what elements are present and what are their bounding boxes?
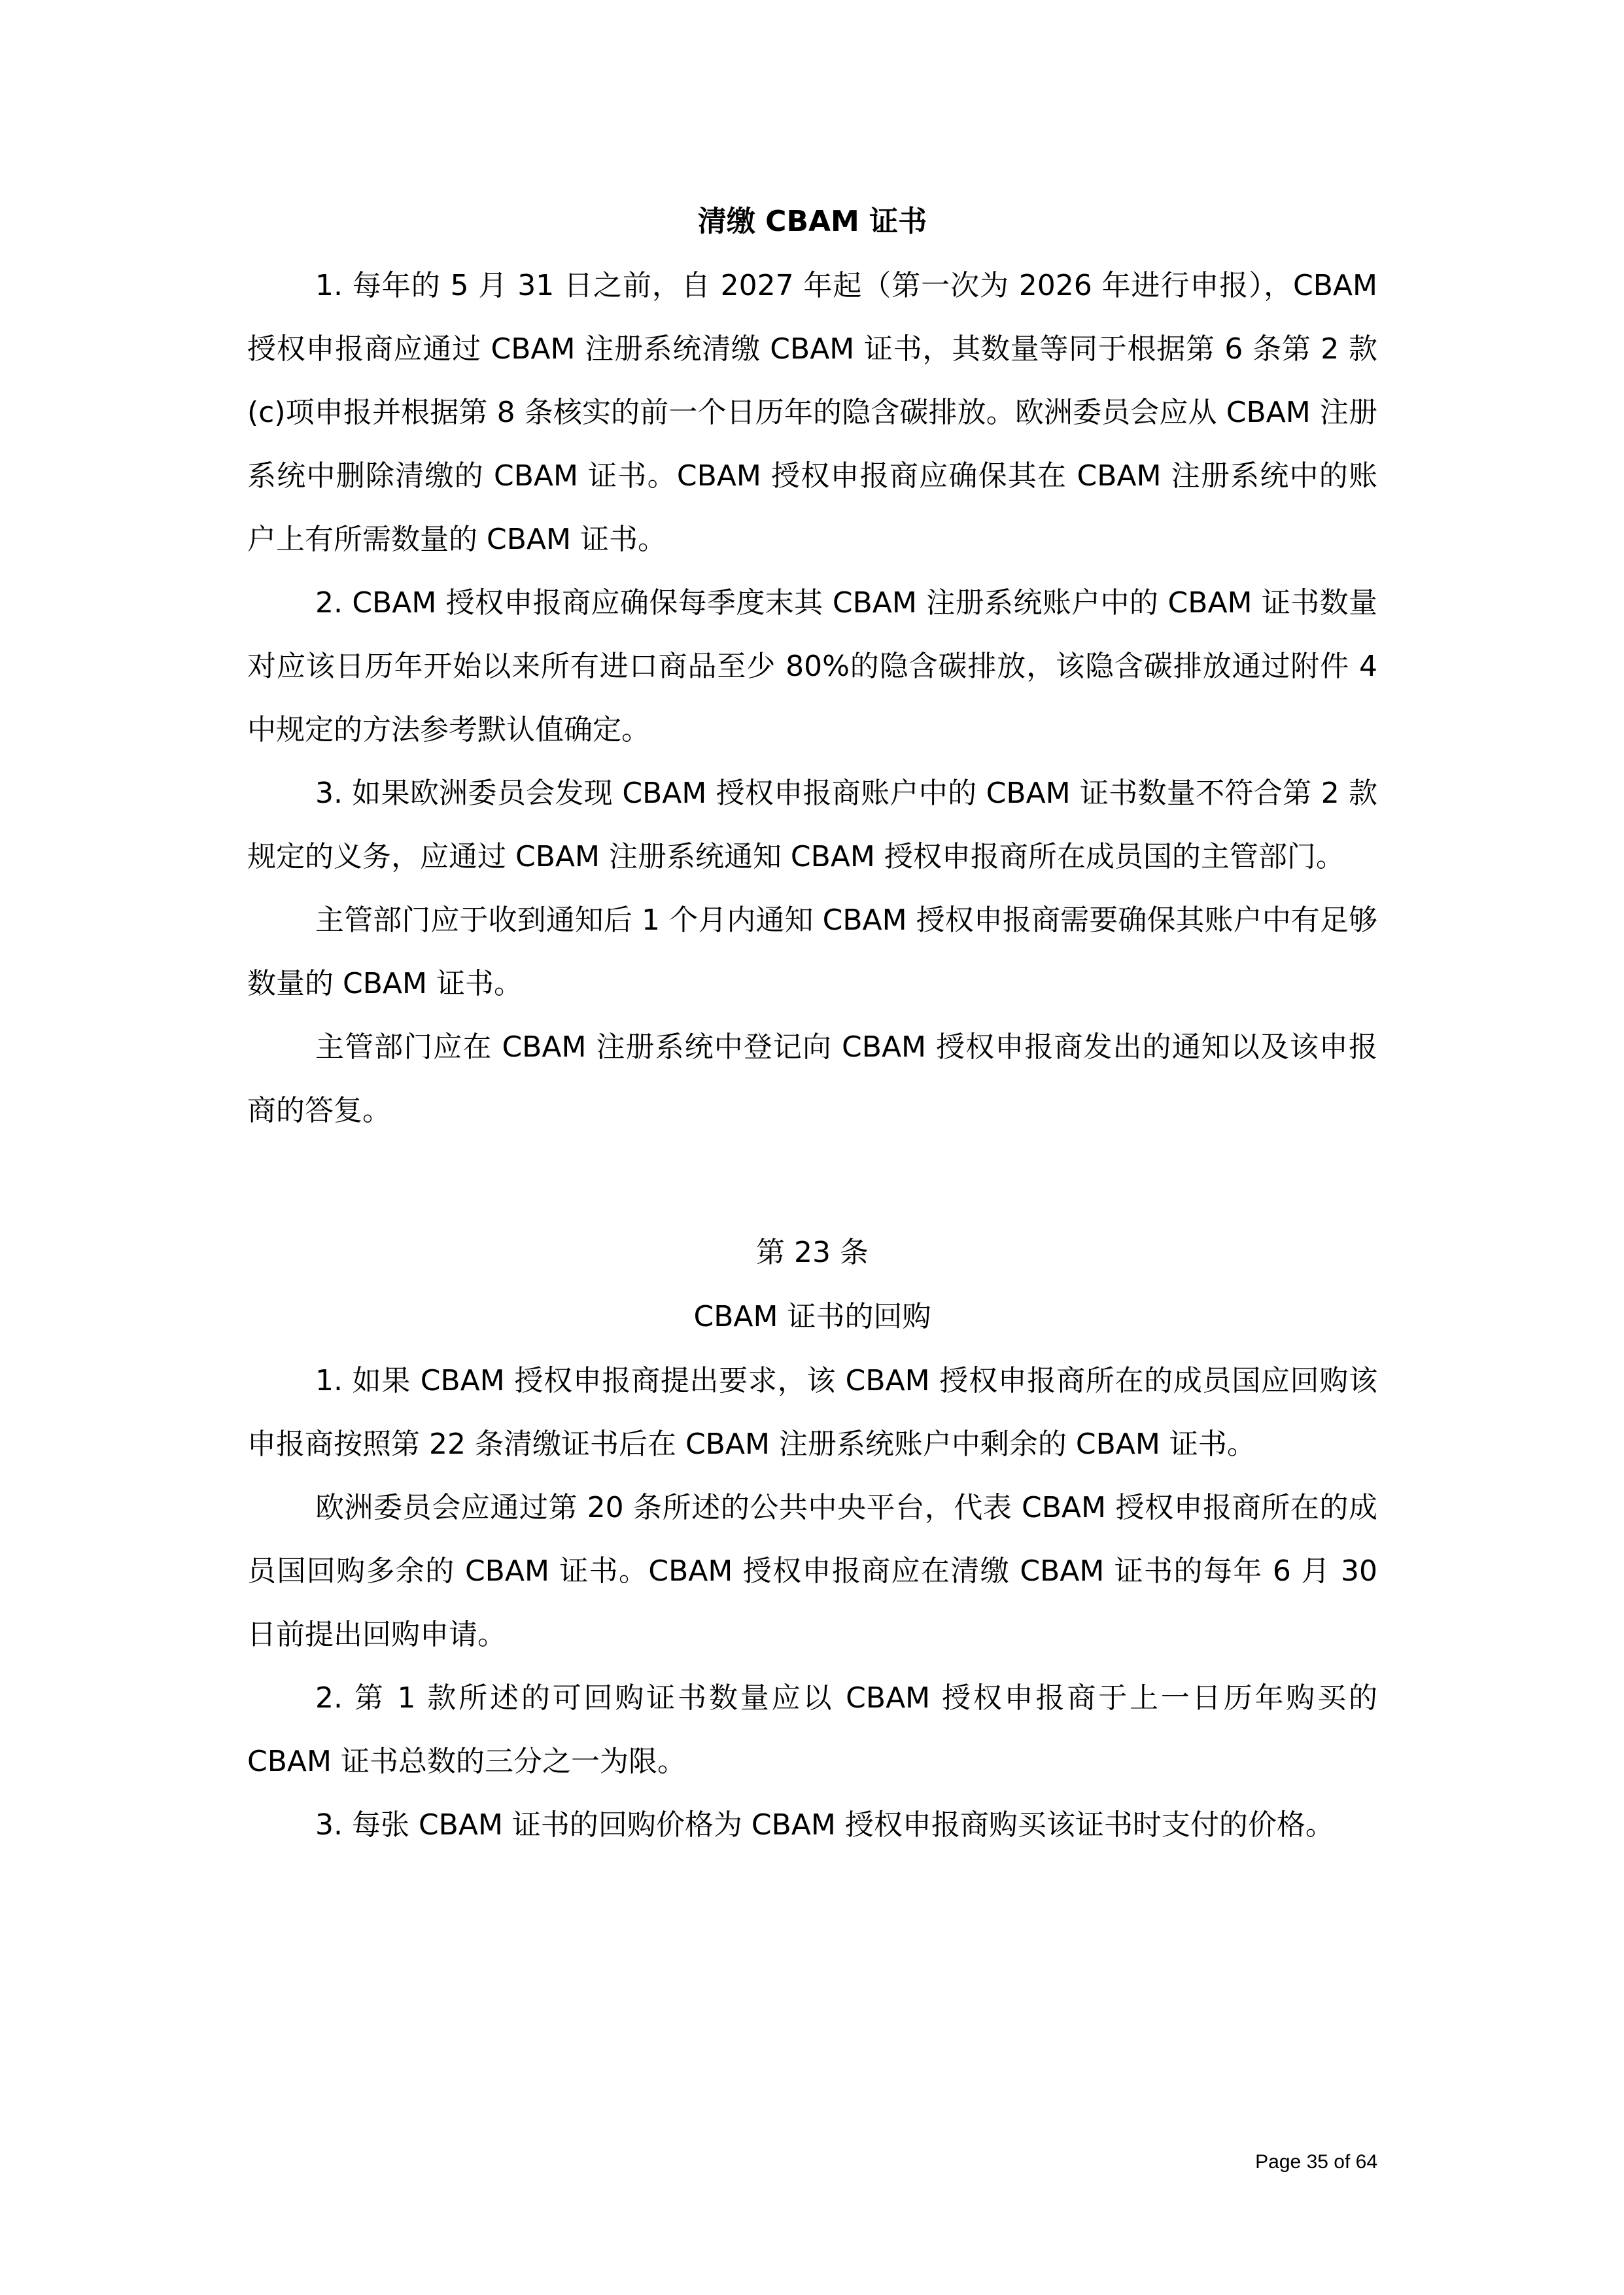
paragraph: 3. 如果欧洲委员会发现 CBAM 授权申报商账户中的 CBAM 证书数量不符合第 2 款规定的义务，应通过 CBAM 注册系统通知 CBAM 授权申报商所在成员国的主管部门。 [247, 777, 1377, 873]
article-number: 第 23 条 [756, 1236, 869, 1269]
paragraph: 1. 如果 CBAM 授权申报商提出要求，该 CBAM 授权申报商所在的成员国应回购该申报商按照第 22 条清缴证书后在 CBAM 注册系统账户中剩余的 CBAM 证书。 [247, 1364, 1377, 1461]
paragraph: 1. 每年的 5 月 31 日之前，自 2027 年起（第一次为 2026 年进行申报），CBAM 授权申报商应通过 CBAM 注册系统清缴 CBAM 证书，其数量等同于根据第 6 条第 2 款(c)项申报并根据第 8 条核实的前一个日历年的隐含碳排放。欧洲委员会应从 CBAM 注册系统中删除清缴的 CBAM 证书。CBAM 授权申报商应确保其在 CBAM 注册系统中的账户上有所需数量的 CBAM 证书。 [247, 269, 1377, 556]
paragraph: 主管部门应于收到通知后 1 个月内通知 CBAM 授权申报商需要确保其账户中有足够数量的 CBAM 证书。 [247, 903, 1377, 1000]
section-title-repurchase: CBAM 证书的回购 [693, 1300, 931, 1333]
paragraph: 3. 每张 CBAM 证书的回购价格为 CBAM 授权申报商购买该证书时支付的价格。 [315, 1808, 1334, 1842]
paragraph: 2. CBAM 授权申报商应确保每季度末其 CBAM 注册系统账户中的 CBAM 证书数量对应该日历年开始以来所有进口商品至少 80%的隐含碳排放，该隐含碳排放通过附件 4 中规定的方法参考默认值确定。 [247, 586, 1377, 746]
section-gap [247, 1142, 1377, 1221]
paragraph: 欧洲委员会应通过第 20 条所述的公共中央平台，代表 CBAM 授权申报商所在的成员国回购多余的 CBAM 证书。CBAM 授权申报商应在清缴 CBAM 证书的每年 6 月 30 日前提出回购申请。 [247, 1491, 1377, 1651]
paragraph: 2. 第 1 款所述的可回购证书数量应以 CBAM 授权申报商于上一日历年购买的 CBAM 证书总数的三分之一为限。 [247, 1681, 1377, 1778]
page-content [247, 190, 1377, 1857]
section-title-surrender: 清缴 CBAM 证书 [697, 205, 927, 238]
paragraph: 主管部门应在 CBAM 注册系统中登记向 CBAM 授权申报商发出的通知以及该申报商的答复。 [247, 1030, 1377, 1127]
page-number: Page 35 of 64 [1255, 2151, 1377, 2173]
